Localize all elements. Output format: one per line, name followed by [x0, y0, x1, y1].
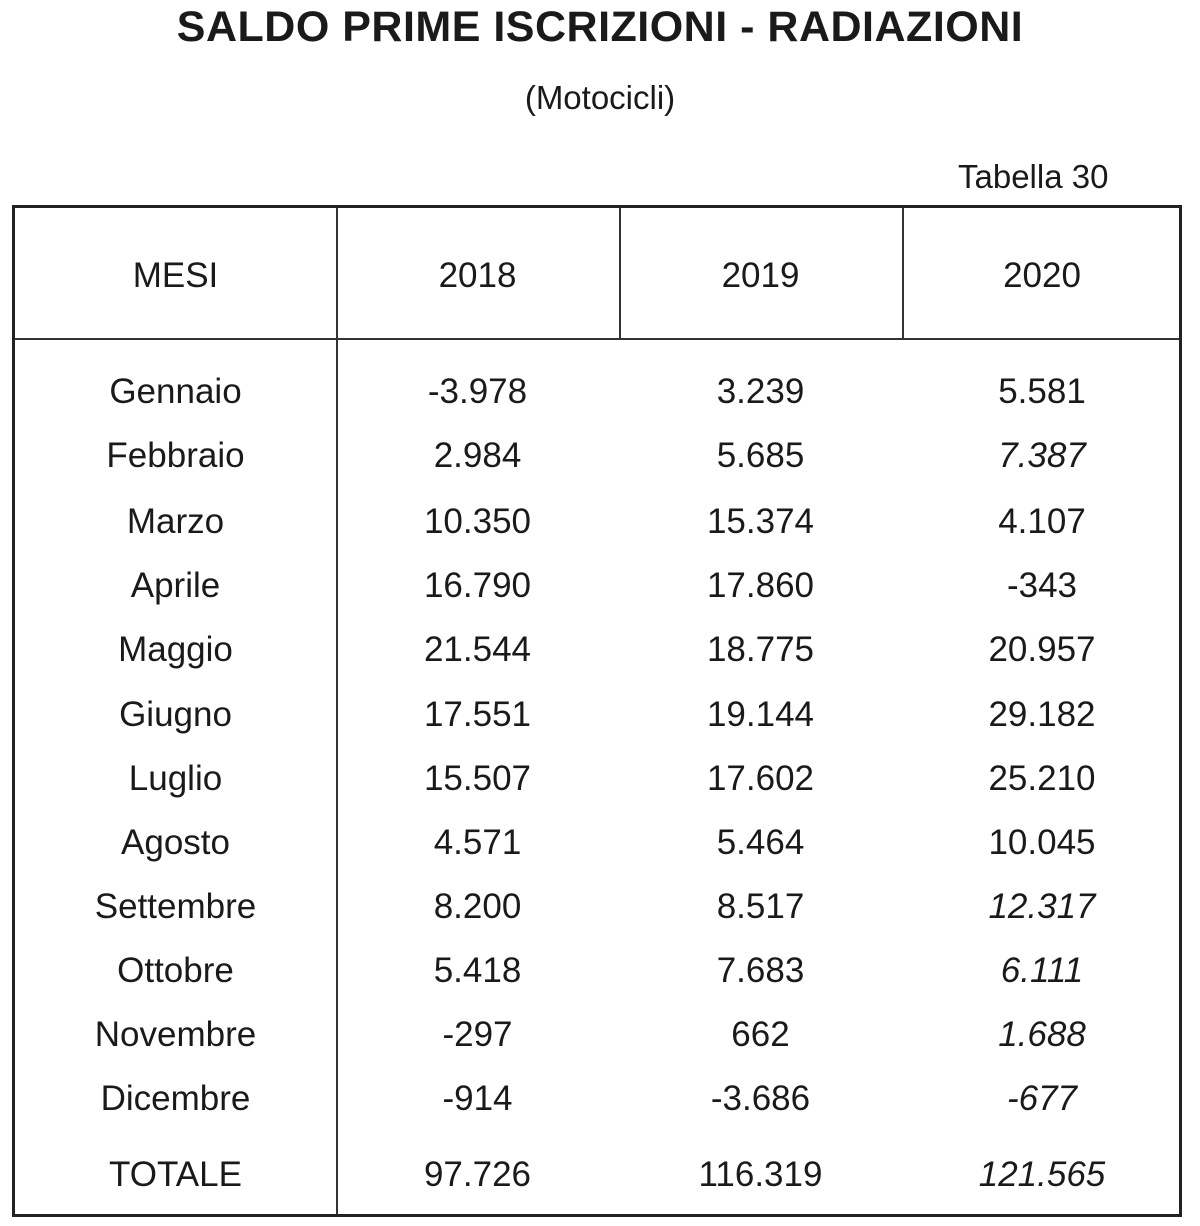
header-divider: [15, 338, 1179, 340]
cell-2020: 29.182: [988, 695, 1096, 734]
cell-2020: -677: [1006, 1079, 1078, 1118]
cell-2019: 15.374: [706, 502, 815, 541]
cell-total-2020: 121.565: [978, 1155, 1106, 1194]
cell-2018: 2.984: [433, 436, 522, 475]
cell-mese: Settembre: [94, 887, 257, 926]
cell-mese: Novembre: [94, 1015, 257, 1054]
cell-2019: 8.517: [716, 887, 805, 926]
cell-2019: 5.464: [716, 823, 805, 862]
cell-2020: 20.957: [988, 630, 1096, 669]
cell-2019: 5.685: [716, 436, 805, 475]
cell-mese: Agosto: [121, 823, 230, 862]
cell-2019: 7.683: [716, 951, 805, 990]
cell-2018: -3.978: [427, 372, 528, 411]
cell-2018: 4.571: [433, 823, 522, 862]
cell-2018: -297: [442, 1015, 513, 1054]
header-mesi: MESI: [132, 256, 219, 295]
cell-2020: 10.045: [988, 823, 1096, 862]
cell-2019: 17.602: [706, 759, 815, 798]
cell-mese: Ottobre: [117, 951, 234, 990]
cell-2020: 5.581: [998, 372, 1086, 411]
cell-mese: Gennaio: [109, 372, 242, 411]
cell-total-2019: 116.319: [698, 1155, 823, 1194]
cell-2020: 1.688: [998, 1015, 1086, 1054]
page-subtitle: (Motocicli): [524, 79, 676, 116]
cell-2020: 4.107: [998, 502, 1086, 541]
cell-2019: 19.144: [706, 695, 815, 734]
cell-2018: 15.507: [423, 759, 532, 798]
cell-2018: 17.551: [423, 695, 532, 734]
cell-2020: 12.317: [988, 887, 1096, 926]
cell-2020: -343: [1006, 566, 1078, 605]
cell-2019: 17.860: [706, 566, 815, 605]
table-label: Tabella 30: [958, 158, 1109, 195]
cell-mese: Marzo: [126, 502, 225, 541]
cell-mese: Luglio: [128, 759, 223, 798]
cell-2018: 10.350: [423, 502, 532, 541]
cell-mese: Dicembre: [100, 1079, 251, 1118]
data-table: [12, 205, 1182, 1217]
cell-mese: Maggio: [118, 630, 233, 669]
header-2018: 2018: [438, 256, 517, 295]
cell-2019: 3.239: [716, 372, 805, 411]
cell-2018: -914: [442, 1079, 513, 1118]
cell-2019: 662: [731, 1015, 790, 1054]
page-title: SALDO PRIME ISCRIZIONI - RADIAZIONI: [176, 3, 1024, 51]
cell-mese: Giugno: [119, 695, 232, 734]
cell-2020: 6.111: [1000, 951, 1084, 990]
cell-2018: 21.544: [423, 630, 532, 669]
cell-2018: 5.418: [433, 951, 522, 990]
cell-2020: 25.210: [988, 759, 1096, 798]
cell-mese: Aprile: [130, 566, 221, 605]
cell-2020: 7.387: [998, 436, 1086, 475]
cell-2018: 8.200: [433, 887, 522, 926]
header-2019: 2019: [721, 256, 800, 295]
cell-total-label: TOTALE: [109, 1155, 242, 1194]
header-2020: 2020: [1003, 256, 1081, 295]
cell-total-2018: 97.726: [423, 1155, 532, 1194]
cell-mese: Febbraio: [106, 436, 245, 475]
cell-2019: -3.686: [710, 1079, 811, 1118]
cell-2019: 18.775: [706, 630, 815, 669]
cell-2018: 16.790: [423, 566, 532, 605]
